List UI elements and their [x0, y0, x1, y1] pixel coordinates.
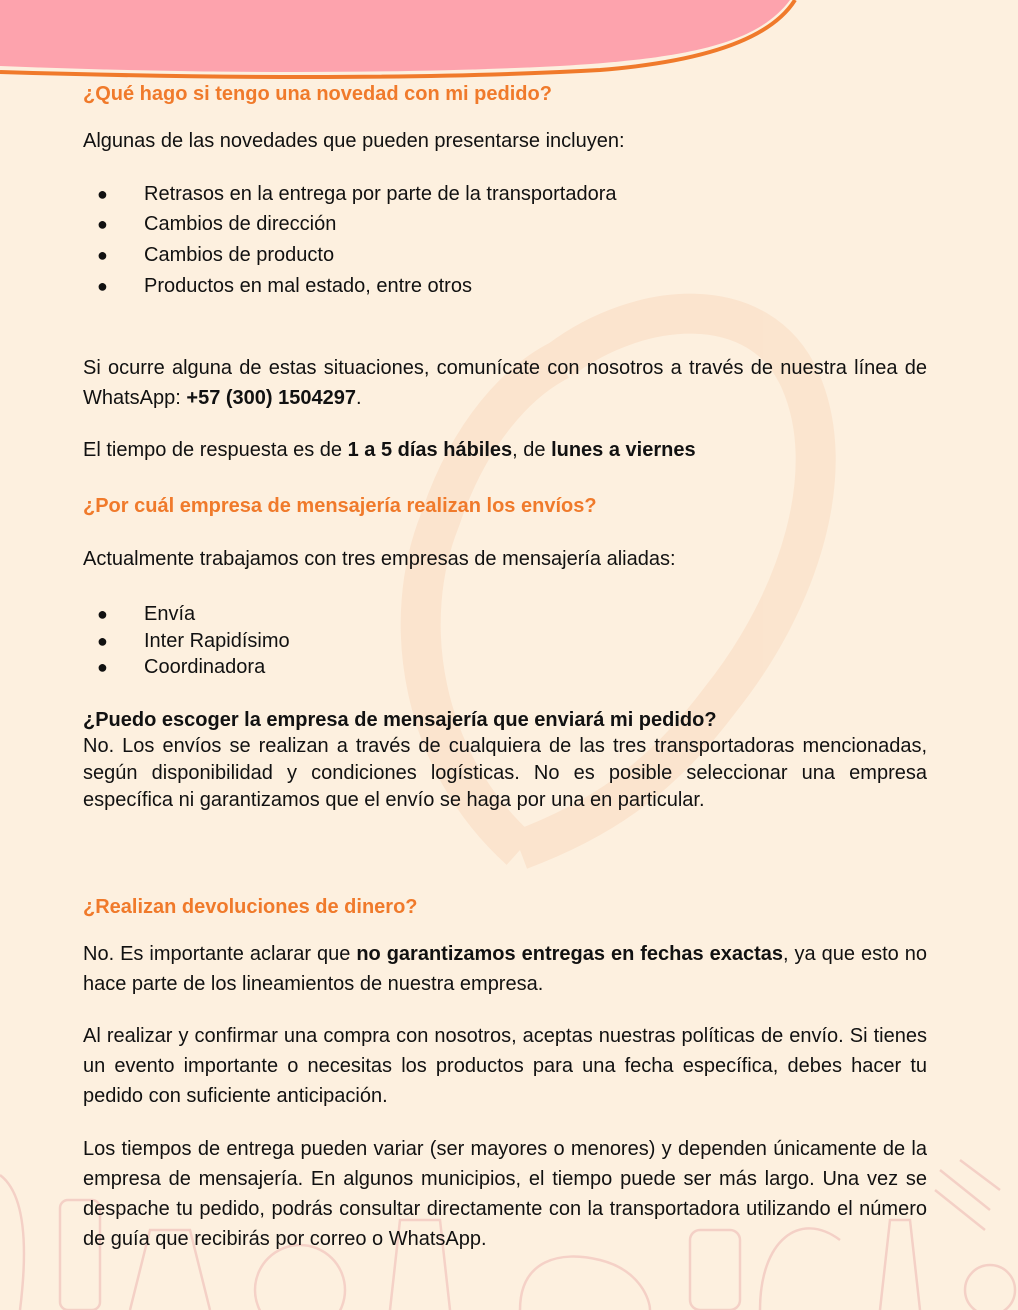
bullet-icon: ●: [97, 214, 108, 234]
novedad-intro: Algunas de las novedades que pueden presentarse incluyen:: [83, 130, 625, 152]
top-wave-line: [0, 0, 795, 77]
devoluciones-paragraph-2: Al realizar y confirmar una compra con nosotros, aceptas nuestras políticas de envío. Si tienes un evento importante o necesitas los productos para una fecha específica, debes hacer tu pedido con suficiente anticipación.: [83, 1025, 927, 1107]
response-time-paragraph: El tiempo de respuesta es de 1 a 5 días hábiles, de lunes a viernes: [83, 439, 696, 461]
devoluciones-paragraph-3: Los tiempos de entrega pueden variar (ser mayores o menores) y dependen únicamente de la empresa de mensajería. En algunos municipios, el tiempo puede ser más largo. Una vez se despache tu pedido, podrás consultar directamente con la transportadora utilizando el número de guía que recibirás por correo o WhatsApp.: [83, 1138, 927, 1250]
bullet-icon: ●: [97, 184, 108, 204]
bullet-icon: ●: [97, 604, 108, 624]
question-escoger-empresa: ¿Puedo escoger la empresa de mensajería que enviará mi pedido?: [83, 709, 717, 731]
bullet-icon: ●: [97, 657, 108, 677]
section-heading-mensajeria: ¿Por cuál empresa de mensajería realizan los envíos?: [83, 495, 597, 517]
section-heading-devoluciones: ¿Realizan devoluciones de dinero?: [83, 896, 418, 918]
bullet-icon: ●: [97, 631, 108, 651]
section-heading-novedad: ¿Qué hago si tengo una novedad con mi pedido?: [83, 83, 552, 105]
bullet-icon: ●: [97, 276, 108, 296]
devoluciones-paragraph-1: No. Es importante aclarar que no garantizamos entregas en fechas exactas, ya que esto no hace parte de los lineamientos de nuestra empresa.: [83, 943, 927, 995]
whatsapp-number: +57 (300) 1504297: [186, 387, 356, 409]
answer-escoger-empresa: No. Los envíos se realizan a través de cualquiera de las tres transportadoras mencionadas, según disponibilidad y condiciones logísticas. No es posible seleccionar una empresa específica ni garantizamos que el envío se haga por una en particular.: [83, 735, 927, 811]
contact-paragraph: Si ocurre alguna de estas situaciones, comunícate con nosotros a través de nuestra línea de WhatsApp: +57 (300) 1504297.: [83, 357, 927, 409]
top-wave: [0, 0, 790, 72]
mensajeria-intro: Actualmente trabajamos con tres empresas de mensajería aliadas:: [83, 548, 676, 570]
bullet-icon: ●: [97, 245, 108, 265]
